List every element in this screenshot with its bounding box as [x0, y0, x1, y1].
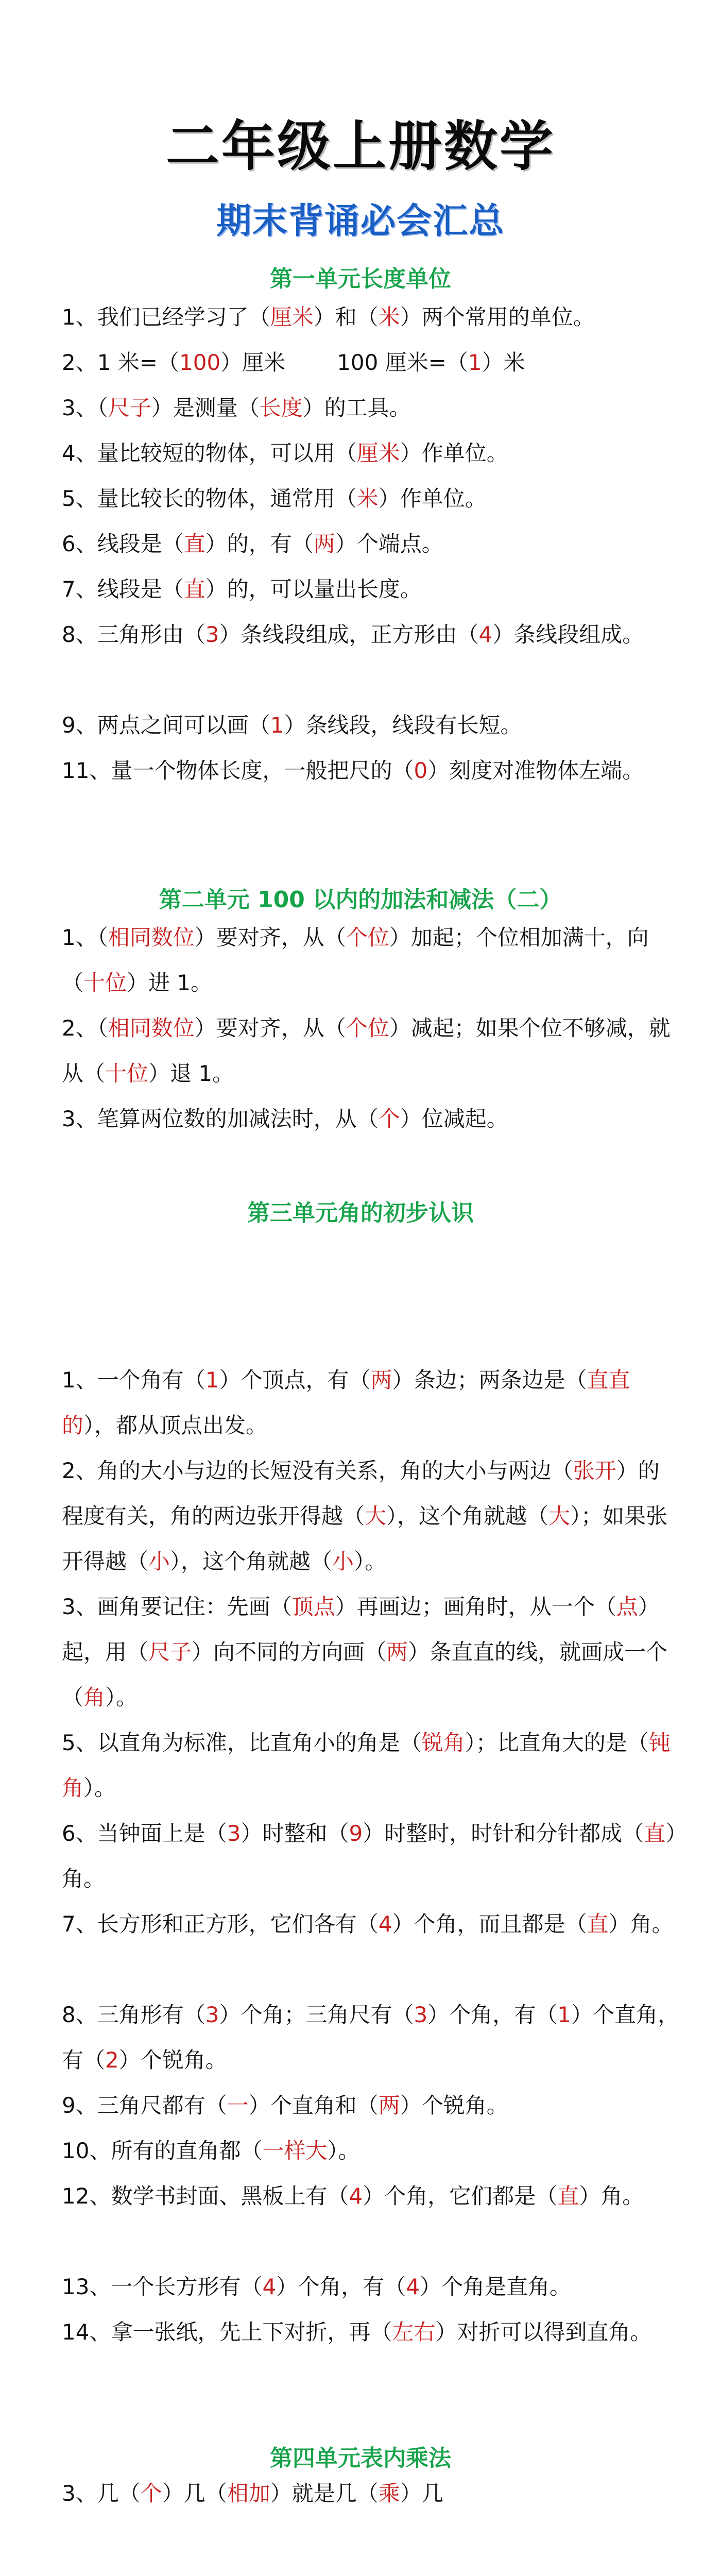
list-item: 10、所有的直角都（一样大）。: [62, 2138, 360, 2163]
list-item: 8、三角形由（3）条线段组成，正方形由（4）条线段组成。: [62, 622, 644, 647]
list-item: 5、以直角为标准，比直角小的角是（锐角）；比直角大的是（钝角）。: [62, 1730, 671, 1801]
list-item: 14、拿一张纸，先上下对折，再（左右）对折可以得到直角。: [62, 2319, 652, 2345]
list-item: 2、角的大小与边的长短没有关系，角的大小与两边（张开）的程度有关，角的两边张开得越（大），这个角就越（大）；如果张开得越（小），这个角就越（小）。: [62, 1458, 668, 1574]
list-item: 2、1 米=（100）厘米 100 厘米=（1）米: [62, 350, 525, 375]
list-item: 2、（相同数位）要对齐，从（个位）减起；如果个位不够减，就从（十位）退 1。: [62, 1015, 671, 1086]
list-item: 4、量比较短的物体，可以用（厘米）作单位。: [62, 440, 508, 466]
list-item: 1、（相同数位）要对齐，从（个位）加起；个位相加满十，向（十位）进 1。: [62, 925, 649, 995]
list-item: 1、我们已经学习了（厘米）和（米）两个常用的单位。: [62, 304, 595, 330]
list-item: 3、笔算两位数的加减法时，从（个）位减起。: [62, 1106, 508, 1131]
list-item: 7、长方形和正方形，它们各有（4）个角，而且都是（直）角。: [62, 1911, 674, 1937]
list-item: 8、三角形有（3）个角；三角尺有（3）个角，有（1）个直角，有（2）个锐角。: [62, 2002, 679, 2073]
page-title: 二年级上册数学: [165, 115, 555, 178]
list-item: 6、当钟面上是（3）时整和（9）时整时，时针和分针都成（直）角。: [62, 1821, 677, 1891]
section-heading: 第四单元表内乘法: [270, 2445, 451, 2471]
list-item: 6、线段是（直）的，有（两）个端点。: [62, 531, 443, 556]
section-heading: 第一单元长度单位: [270, 266, 451, 292]
list-item: 12、数学书封面、黑板上有（4）个角，它们都是（直）角。: [62, 2183, 644, 2209]
list-item: 5、量比较长的物体，通常用（米）作单位。: [62, 486, 487, 511]
list-item: 7、线段是（直）的，可以量出长度。: [62, 577, 422, 602]
section-heading: 第三单元角的初步认识: [247, 1200, 474, 1226]
list-item: 3、画角要记住：先画（顶点）再画边；画角时，从一个（点）起，用（尺子）向不同的方向画（两）条直直的线，就画成一个（角）。: [62, 1594, 668, 1710]
list-item: 9、两点之间可以画（1）条线段，线段有长短。: [62, 713, 522, 738]
list-item: 13、一个长方形有（4）个角，有（4）个角是直角。: [62, 2274, 571, 2299]
list-item: 3、几（个）几（相加）就是几（乘）几: [62, 2481, 443, 2506]
section-heading: 第二单元 100 以内的加法和减法（二）: [159, 887, 562, 913]
list-item: 1、一个角有（1）个顶点，有（两）条边；两条边是（直直的），都从顶点出发。: [62, 1367, 630, 1438]
list-item: 3、（尺子）是测量（长度）的工具。: [62, 395, 411, 420]
list-item: 11、量一个物体长度，一般把尺的（0）刻度对准物体左端。: [62, 758, 644, 783]
list-item: 9、三角尺都有（一）个直角和（两）个锐角。: [62, 2093, 508, 2118]
page-subtitle: 期末背诵必会汇总: [216, 201, 505, 242]
